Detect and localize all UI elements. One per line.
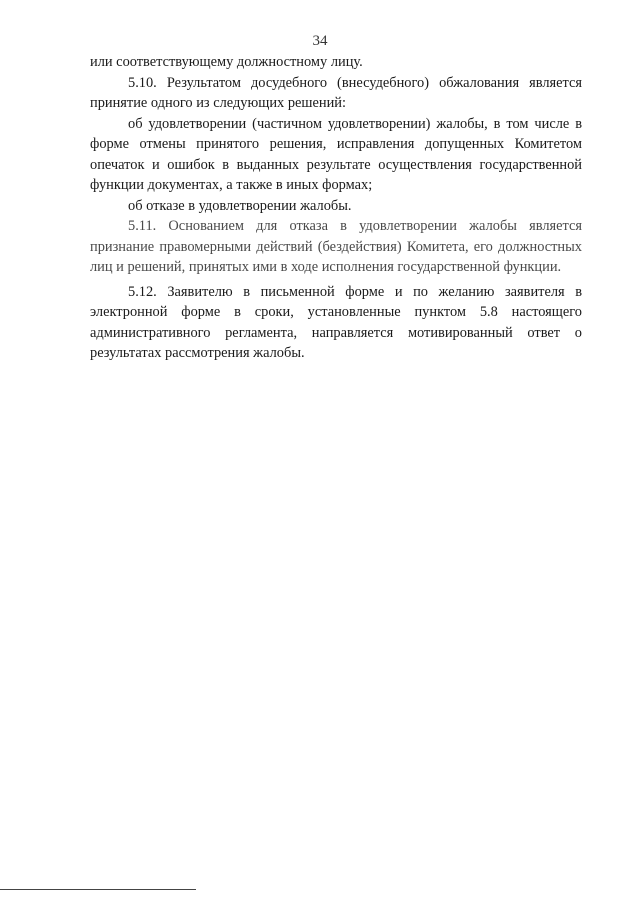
page-number: 34 (312, 33, 328, 49)
paragraph-5-12: 5.12. Заявителю в письменной форме и по желанию заявителя в электронной форме в сроки, установленные пунктом 5.8 настоящего административного регламента, направляется мотивированный ответ о результатах рассмотрения жалобы. (90, 283, 582, 361)
paragraph-5-10: 5.10. Результатом досудебного (внесудебного) обжалования является принятие одного из следующих решений: (90, 74, 582, 111)
paragraph-decision-satisfy: об удовлетворении (частичном удовлетворении) жалобы, в том числе в форме отмены принятого решения, исправления допущенных Комитетом опечаток и ошибок в выданных результате осуществления государственной функции документах, а также в иных формах; (90, 115, 582, 193)
document-body (90, 52, 582, 364)
paragraph-decision-refuse: об отказе в удовлетворении жалобы. (128, 197, 352, 214)
paragraph-continuation: или соответствующему должностному лицу. (90, 54, 363, 70)
footer-rule (0, 889, 196, 890)
paragraph-5-11: 5.11. Основанием для отказа в удовлетворении жалобы является признание правомерными действий (бездействия) Комитета, его должностных лиц и решений, принятых ими в ходе исполнения государственной функции. (90, 218, 582, 275)
